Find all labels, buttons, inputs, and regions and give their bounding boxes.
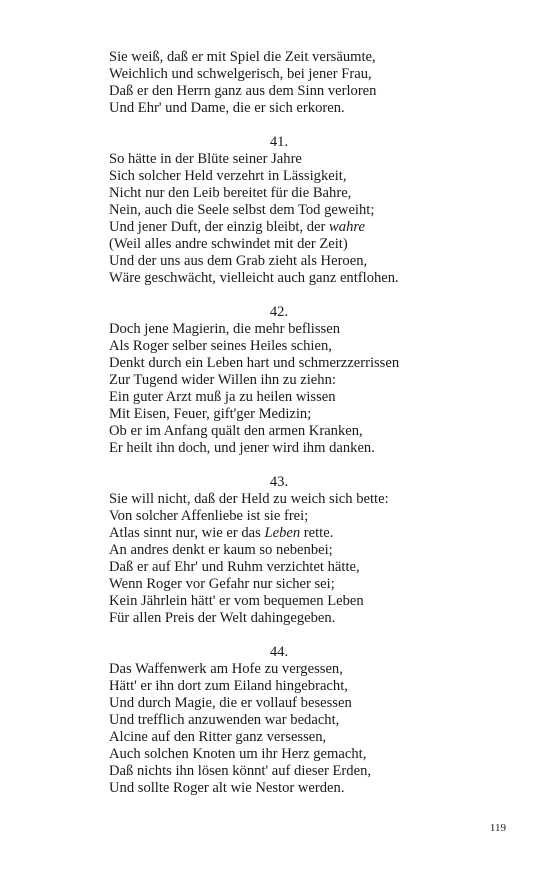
verse-text: Auch solchen Knoten um ihr Herz gemacht, — [109, 746, 367, 762]
verse-line — [109, 763, 449, 780]
verse-text: Nicht nur den Leib bereitet für die Bahre, — [109, 185, 352, 201]
verse-line — [109, 440, 449, 457]
verse-text: Er heilt ihn doch, und jener wird ihm danken. — [109, 440, 375, 456]
stanza-number: 41. — [269, 134, 289, 150]
verse-line — [109, 661, 449, 678]
page-number: 119 — [489, 822, 506, 834]
verse-text: Wäre geschwächt, vielleicht auch ganz entflohen. — [109, 270, 399, 286]
verse-text: Nein, auch die Seele selbst dem Tod geweiht; — [109, 202, 375, 218]
verse-text: Und trefflich anzuwenden war bedacht, — [109, 712, 340, 728]
verse-line — [109, 202, 449, 219]
verse-line — [109, 746, 449, 763]
verse-text: Sich solcher Held verzehrt in Lässigkeit, — [109, 168, 347, 184]
stanza-number: 44. — [269, 644, 289, 660]
verse-text: Mit Eisen, Feuer, gift'ger Medizin; — [109, 406, 312, 422]
stanza — [109, 134, 449, 287]
verse-line — [109, 100, 449, 117]
verse-text: Daß nichts ihn lösen könnt' auf dieser Erden, — [109, 763, 372, 779]
stanza-number: 42. — [269, 304, 289, 320]
verse-line — [109, 253, 449, 270]
verse-line — [109, 389, 449, 406]
verse-line — [109, 270, 449, 287]
verse-text: (Weil alles andre schwindet mit der Zeit) — [109, 236, 348, 252]
verse-line — [109, 712, 449, 729]
verse-line — [109, 593, 449, 610]
verse-text: Doch jene Magierin, die mehr beflissen — [109, 321, 340, 337]
verse-text: Und jener Duft, der einzig bleibt, der — [109, 219, 330, 235]
verse-text: Sie weiß, daß er mit Spiel die Zeit versäumte, — [109, 49, 376, 65]
verse-text: Atlas sinnt nur, wie er das — [109, 525, 265, 541]
stanza — [109, 304, 449, 457]
verse-line — [109, 508, 449, 525]
verse-line — [109, 559, 449, 576]
verse-line — [109, 168, 449, 185]
verse-text: Und sollte Roger alt wie Nestor werden. — [109, 780, 345, 796]
verse-line — [109, 83, 449, 100]
stanza — [109, 644, 449, 797]
verse-line — [109, 610, 449, 627]
verse-text: rette. — [300, 525, 334, 541]
verse-text: Und der uns aus dem Grab zieht als Heroen, — [109, 253, 368, 269]
verse-line — [109, 780, 449, 797]
verse-text: So hätte in der Blüte seiner Jahre — [109, 151, 302, 167]
verse-line — [109, 185, 449, 202]
verse-text: Und Ehr' und Dame, die er sich erkoren. — [109, 100, 345, 116]
italic-word: wahre — [329, 219, 365, 235]
verse-text: Daß er den Herrn ganz aus dem Sinn verloren — [109, 83, 377, 99]
verse-line — [109, 406, 449, 423]
verse-text: Ob er im Anfang quält den armen Kranken, — [109, 423, 363, 439]
verse-line — [109, 321, 449, 338]
verse-line — [109, 542, 449, 559]
verse-line — [109, 219, 449, 236]
verse-text: Sie will nicht, daß der Held zu weich sich bette: — [109, 491, 389, 507]
verse-text: Weichlich und schwelgerisch, bei jener Frau, — [109, 66, 372, 82]
verse-text: Von solcher Affenliebe ist sie frei; — [109, 508, 309, 524]
italic-word: Leben — [264, 525, 301, 541]
verse-line — [109, 729, 449, 746]
poem-text — [109, 49, 449, 797]
verse-line — [109, 695, 449, 712]
stanza-number: 43. — [269, 474, 289, 490]
verse-text: Hätt' er ihn dort zum Eiland hingebracht, — [109, 678, 348, 694]
stanza — [109, 474, 449, 627]
verse-text: Als Roger selber seines Heiles schien, — [109, 338, 332, 354]
verse-line — [109, 338, 449, 355]
verse-line — [109, 236, 449, 253]
verse-text: Kein Jährlein hätt' er vom bequemen Leben — [109, 593, 364, 609]
verse-text: Zur Tugend wider Willen ihn zu ziehn: — [109, 372, 336, 388]
verse-line — [109, 491, 449, 508]
verse-text: Für allen Preis der Welt dahingegeben. — [109, 610, 336, 626]
verse-text: Daß er auf Ehr' und Ruhm verzichtet hätte, — [109, 559, 360, 575]
verse-line — [109, 678, 449, 695]
verse-line — [109, 66, 449, 83]
verse-line — [109, 151, 449, 168]
verse-line — [109, 49, 449, 66]
verse-text: Das Waffenwerk am Hofe zu vergessen, — [109, 661, 343, 677]
verse-line — [109, 372, 449, 389]
verse-text: Und durch Magie, die er vollauf besessen — [109, 695, 352, 711]
verse-text: An andres denkt er kaum so nebenbei; — [109, 542, 333, 558]
verse-line — [109, 525, 449, 542]
verse-text: Denkt durch ein Leben hart und schmerzzerrissen — [109, 355, 400, 371]
verse-text: Wenn Roger vor Gefahr nur sicher sei; — [109, 576, 335, 592]
stanza — [109, 49, 449, 117]
verse-text: Ein guter Arzt muß ja zu heilen wissen — [109, 389, 336, 405]
verse-line — [109, 355, 449, 372]
verse-line — [109, 423, 449, 440]
verse-line — [109, 576, 449, 593]
verse-text: Alcine auf den Ritter ganz versessen, — [109, 729, 327, 745]
